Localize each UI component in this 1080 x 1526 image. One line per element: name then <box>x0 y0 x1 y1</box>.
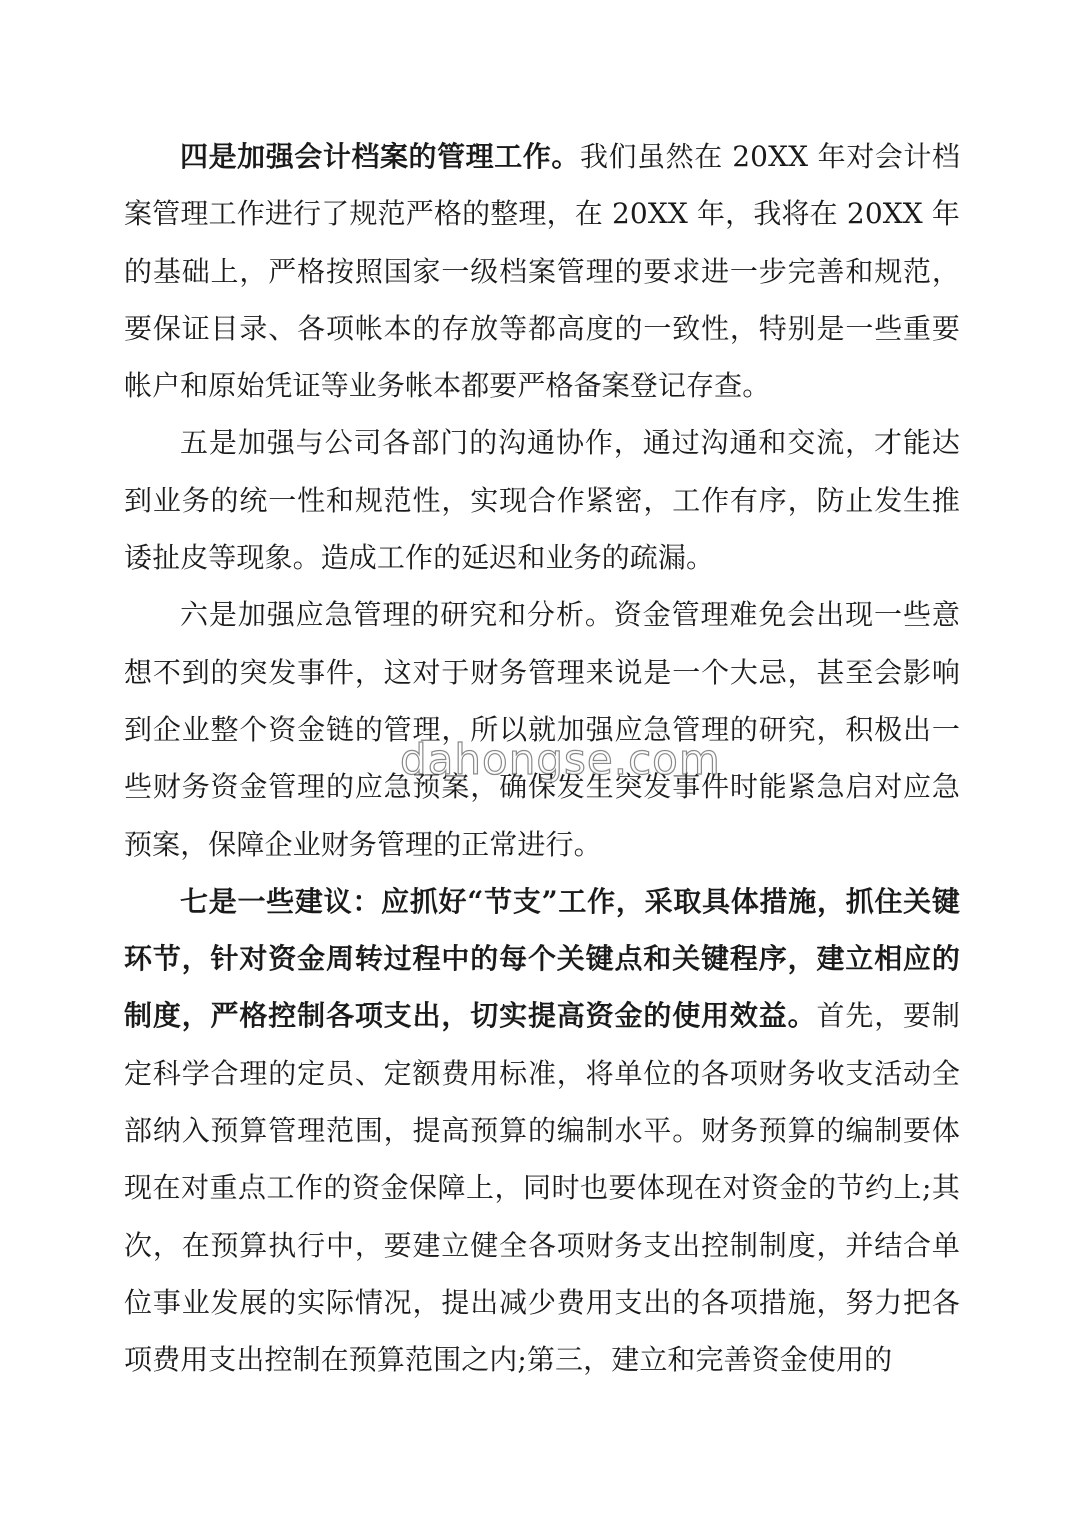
paragraph-body: 六是加强应急管理的研究和分析。资金管理难免会出现一些意想不到的突发事件，这对于财务管理来说是一个大忌，甚至会影响到企业整个资金链的管理，所以就加强应急管理的研究，积极出一些财务资金管理的应急预案，确保发生突发事件时能紧急启对应急预案，保障企业财务管理的正常进行。 <box>124 598 960 861</box>
document-page <box>124 128 960 1389</box>
paragraph-suggestions <box>124 873 960 1389</box>
paragraph-body: 五是加强与公司各部门的沟通协作，通过沟通和交流，才能达到业务的统一性和规范性，实现合作紧密，工作有序，防止发生推诿扯皮等现象。造成工作的延迟和业务的疏漏。 <box>124 426 960 575</box>
paragraph-department-coordination <box>124 414 960 586</box>
paragraph-body: 首先，要制定科学合理的定员、定额费用标准，将单位的各项财务收支活动全部纳入预算管理范围，提高预算的编制水平。财务预算的编制要体现在对重点工作的资金保障上，同时也要体现在对资金的节约上;其次，在预算执行中，要建立健全各项财务支出控制制度，并结合单位事业发展的实际情况，提出减少费用支出的各项措施，努力把各项费用支出控制在预算范围之内;第三，建立和完善资金使用的 <box>124 999 960 1377</box>
watermark: dahongse.com <box>400 735 721 784</box>
paragraph-body: 我们虽然在 20XX 年对会计档案管理工作进行了规范严格的整理，在 20XX 年，我将在 20XX 年的基础上，严格按照国家一级档案管理的要求进一步完善和规范，要保证目录、各项帐本的存放等都高度的一致性，特别是一些重要帐户和原始凭证等业务帐本都要严格备案登记存查。 <box>124 140 960 403</box>
paragraph-lead: 四是加强会计档案的管理工作。 <box>180 140 580 173</box>
paragraph-lead: 七是一些建议：应抓好“节支”工作，采取具体措施，抓住关键环节，针对资金周转过程中的每个关键点和关键程序，建立相应的制度，严格控制各项支出，切实提高资金的使用效益。 <box>124 884 960 1033</box>
paragraph-emergency-management <box>124 586 960 872</box>
paragraph-archive-management <box>124 128 960 414</box>
